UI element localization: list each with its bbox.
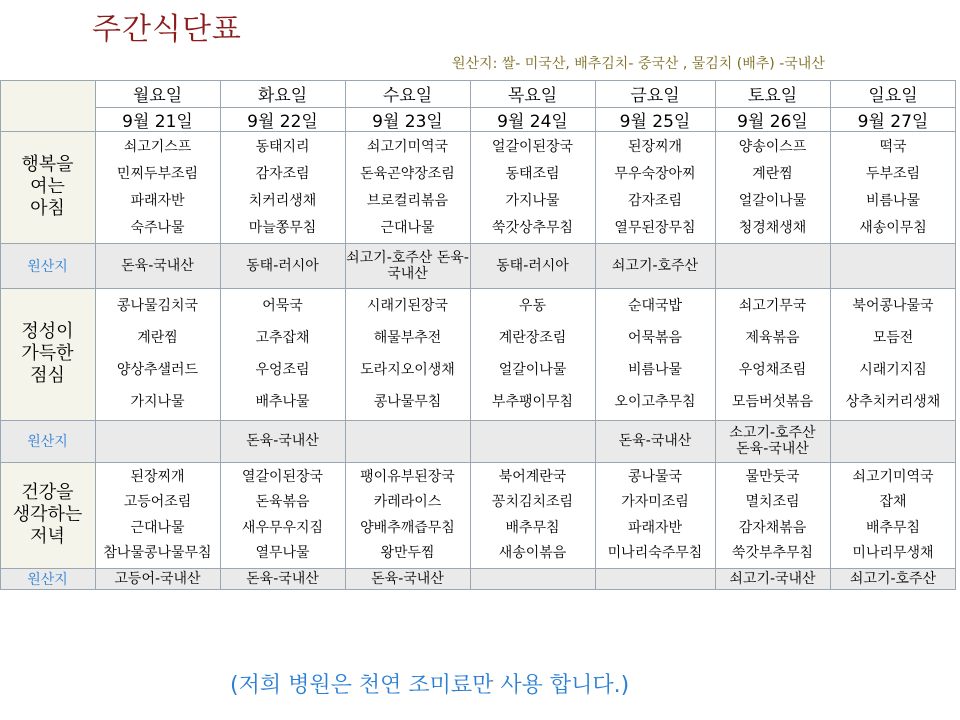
origin-cell: 고등어-국내산 <box>114 571 201 587</box>
origin-cell <box>345 420 470 462</box>
date-header: 9월 21일 <box>122 111 193 131</box>
menu-item: 가자미조림 <box>621 494 689 511</box>
menu-item: 잡채 <box>879 494 907 511</box>
menu-item: 파래자반 <box>130 192 185 209</box>
menu-item: 새송이볶음 <box>498 545 567 562</box>
origin-label: 원산지 <box>27 572 68 588</box>
menu-item: 된장찌개 <box>627 138 683 155</box>
menu-cell <box>220 462 345 568</box>
menu-item: 배추나물 <box>255 394 310 410</box>
grid-line <box>0 243 956 244</box>
menu-item: 시래기지짐 <box>859 362 927 378</box>
menu-item: 배추무침 <box>505 519 560 536</box>
origin-cell: 동태-러시아 <box>246 257 319 274</box>
menu-item: 민찌두부조림 <box>116 165 199 182</box>
menu-item: 꽁치김치조림 <box>491 494 574 511</box>
menu-cell <box>595 288 715 420</box>
menu-cell <box>345 288 470 420</box>
menu-item: 왕만두찜 <box>380 545 435 562</box>
origin-cell: 소고기-호주산 돈육-국내산 <box>729 425 816 457</box>
menu-cell <box>345 462 470 568</box>
menu-item: 브로컬리볶음 <box>366 192 449 209</box>
menu-item: 된장찌개 <box>130 468 185 485</box>
grid-line <box>715 80 716 590</box>
menu-item: 쇠고기스프 <box>123 138 192 155</box>
menu-cell <box>595 462 715 568</box>
menu-item: 쇠고기미역국 <box>852 468 934 485</box>
date-header: 9월 24일 <box>497 111 568 131</box>
menu-cell <box>715 462 830 568</box>
menu-item: 계란찜 <box>137 330 178 346</box>
menu-item: 콩나물김치국 <box>116 298 199 314</box>
date-header: 9월 26일 <box>737 111 808 131</box>
menu-item: 얼갈이나물 <box>738 192 807 209</box>
origin-cell: 돈육-국내산 <box>121 257 194 274</box>
day-header: 화요일 <box>257 86 308 106</box>
day-header: 토요일 <box>747 86 798 106</box>
menu-item: 근대나물 <box>380 219 435 236</box>
menu-item: 멸치조림 <box>745 494 800 511</box>
menu-item: 콩나물국 <box>627 468 683 485</box>
menu-item: 숙주나물 <box>130 219 185 236</box>
day-header: 목요일 <box>507 86 558 106</box>
menu-item: 오이고추무침 <box>614 394 696 410</box>
menu-item: 계란장조림 <box>498 330 567 346</box>
menu-item: 돈육곤약장조림 <box>360 165 455 182</box>
origin-cell <box>470 568 595 590</box>
origin-label: 원산지 <box>27 434 68 450</box>
menu-item: 도라지오이생채 <box>360 362 455 378</box>
grid-line <box>0 80 1 590</box>
menu-item: 해물부추전 <box>373 330 442 346</box>
origin-cell: 쇠고기-호주산 <box>611 257 699 274</box>
menu-cell <box>345 131 470 243</box>
origin-label: 원산지 <box>27 258 68 275</box>
grid-line <box>955 80 956 590</box>
menu-item: 마늘쫑무침 <box>248 219 317 236</box>
menu-item: 열무된장무침 <box>614 219 696 236</box>
menu-item: 돈육볶음 <box>255 494 310 511</box>
day-header: 일요일 <box>868 86 918 106</box>
menu-item: 어묵볶음 <box>627 330 683 346</box>
date-header: 9월 22일 <box>247 111 318 131</box>
menu-item: 양상추샐러드 <box>116 362 199 378</box>
grid-line <box>0 589 956 590</box>
origin-cell: 돈육-국내산 <box>618 433 692 449</box>
menu-item: 새송이무침 <box>859 219 927 236</box>
menu-item: 고추잡채 <box>255 330 310 346</box>
menu-cell <box>830 131 956 243</box>
grid-line <box>0 462 956 463</box>
menu-item: 양송이스프 <box>738 138 807 155</box>
menu-cell <box>830 462 956 568</box>
menu-cell <box>595 131 715 243</box>
menu-cell <box>470 288 595 420</box>
day-header: 금요일 <box>630 86 680 106</box>
meal-label: 건강을 생각하는 저녁 <box>12 482 83 547</box>
grid-line <box>0 131 956 132</box>
date-header: 9월 23일 <box>372 111 443 131</box>
date-header: 9월 25일 <box>619 111 691 131</box>
menu-item: 배추무침 <box>865 519 921 536</box>
menu-cell <box>470 131 595 243</box>
menu-item: 쑥갓부추무침 <box>731 545 814 562</box>
menu-cell <box>220 131 345 243</box>
grid-line <box>595 80 596 590</box>
grid-line <box>830 80 831 590</box>
origin-cell <box>470 420 595 462</box>
menu-item: 참나물콩나물무침 <box>103 545 212 562</box>
menu-cell <box>715 131 830 243</box>
origin-cell: 돈육-국내산 <box>371 571 444 587</box>
menu-item: 쇠고기미역국 <box>366 138 449 155</box>
menu-item: 치커리생채 <box>248 192 317 209</box>
menu-table <box>0 80 956 590</box>
menu-item: 청경채생채 <box>738 219 807 236</box>
grid-line <box>345 80 346 590</box>
grid-line <box>95 80 96 590</box>
menu-item: 동태지리 <box>255 138 310 155</box>
menu-item: 감자조림 <box>627 192 683 209</box>
page-title: 주간식단표 <box>92 12 242 47</box>
menu-item: 북어계란국 <box>498 468 567 485</box>
origin-cell: 쇠고기-호주산 돈육-국내산 <box>346 249 469 282</box>
menu-cell <box>95 131 220 243</box>
menu-item: 북어콩나물국 <box>852 298 934 314</box>
menu-item: 우엉조림 <box>255 362 310 378</box>
menu-item: 카레라이스 <box>373 494 442 511</box>
menu-item: 우엉채조림 <box>738 362 807 378</box>
menu-item: 가지나물 <box>505 192 560 209</box>
origin-cell <box>715 243 830 288</box>
day-header: 수요일 <box>382 86 433 106</box>
menu-item: 가지나물 <box>130 394 185 410</box>
origin-cell: 돈육-국내산 <box>246 571 319 587</box>
menu-item: 파래자반 <box>627 519 683 536</box>
menu-item: 떡국 <box>879 138 907 155</box>
menu-item: 얼갈이된장국 <box>491 138 574 155</box>
menu-item: 시래기된장국 <box>366 298 449 314</box>
menu-cell <box>95 462 220 568</box>
menu-item: 쇠고기무국 <box>738 298 807 314</box>
menu-item: 근대나물 <box>130 519 185 536</box>
menu-item: 어묵국 <box>262 298 303 314</box>
origin-cell <box>830 243 956 288</box>
origin-cell: 돈육-국내산 <box>246 433 319 449</box>
meal-label: 정성이 가득한 점심 <box>21 321 74 386</box>
menu-item: 얼갈이나물 <box>498 362 567 378</box>
menu-item: 감자조림 <box>255 165 310 182</box>
menu-item: 계란찜 <box>752 165 793 182</box>
origin-cell <box>95 420 220 462</box>
menu-item: 부추팽이무침 <box>491 394 574 410</box>
grid-line <box>0 568 956 569</box>
origin-note: 원산지: 쌀- 미국산, 배추김치- 중국산 , 물김치 (배추) -국내산 <box>452 56 825 72</box>
grid-line <box>470 80 471 590</box>
origin-cell: 쇠고기-국내산 <box>729 571 816 587</box>
date-header: 9월 27일 <box>857 111 929 131</box>
menu-item: 우동 <box>518 298 547 314</box>
menu-item: 새우무우지짐 <box>241 519 324 536</box>
grid-line <box>0 288 956 289</box>
menu-item: 상추치커리생채 <box>845 394 941 410</box>
menu-item: 동태조림 <box>505 165 560 182</box>
menu-cell <box>220 288 345 420</box>
origin-cell <box>830 420 956 462</box>
menu-item: 쑥갓상추무침 <box>491 219 574 236</box>
menu-cell <box>830 288 956 420</box>
menu-item: 모듬전 <box>872 330 914 346</box>
menu-item: 미나리무생채 <box>852 545 934 562</box>
menu-item: 감자채볶음 <box>738 519 807 536</box>
origin-cell: 동태-러시아 <box>496 257 569 274</box>
menu-item: 양배추깨즙무침 <box>360 519 455 536</box>
grid-line <box>220 80 221 590</box>
grid-line <box>95 107 956 108</box>
menu-item: 팽이유부된장국 <box>360 468 455 485</box>
menu-item: 순대국밥 <box>627 298 683 314</box>
menu-item: 무우숙장아찌 <box>614 165 696 182</box>
origin-cell <box>595 568 715 590</box>
menu-cell <box>95 288 220 420</box>
menu-item: 콩나물무침 <box>373 394 442 410</box>
menu-item: 열갈이된장국 <box>241 468 324 485</box>
menu-cell <box>715 288 830 420</box>
origin-cell: 쇠고기-호주산 <box>849 571 937 587</box>
menu-item: 모듬버섯볶음 <box>731 394 814 410</box>
menu-item: 비름나물 <box>865 192 921 209</box>
meal-label: 행복을 여는 아침 <box>21 154 74 219</box>
grid-line <box>0 80 956 81</box>
menu-item: 제육볶음 <box>745 330 800 346</box>
menu-item: 열무나물 <box>255 545 310 562</box>
header-corner <box>0 80 95 131</box>
menu-cell <box>470 462 595 568</box>
footer-note: (저희 병원은 천연 조미료만 사용 합니다.) <box>230 673 630 698</box>
day-header: 월요일 <box>132 86 183 106</box>
grid-line <box>0 420 956 421</box>
menu-item: 고등어조림 <box>123 494 192 511</box>
menu-item: 비름나물 <box>627 362 683 378</box>
menu-item: 물만둣국 <box>745 468 800 485</box>
menu-item: 두부조림 <box>865 165 921 182</box>
menu-item: 미나리숙주무침 <box>607 545 703 562</box>
